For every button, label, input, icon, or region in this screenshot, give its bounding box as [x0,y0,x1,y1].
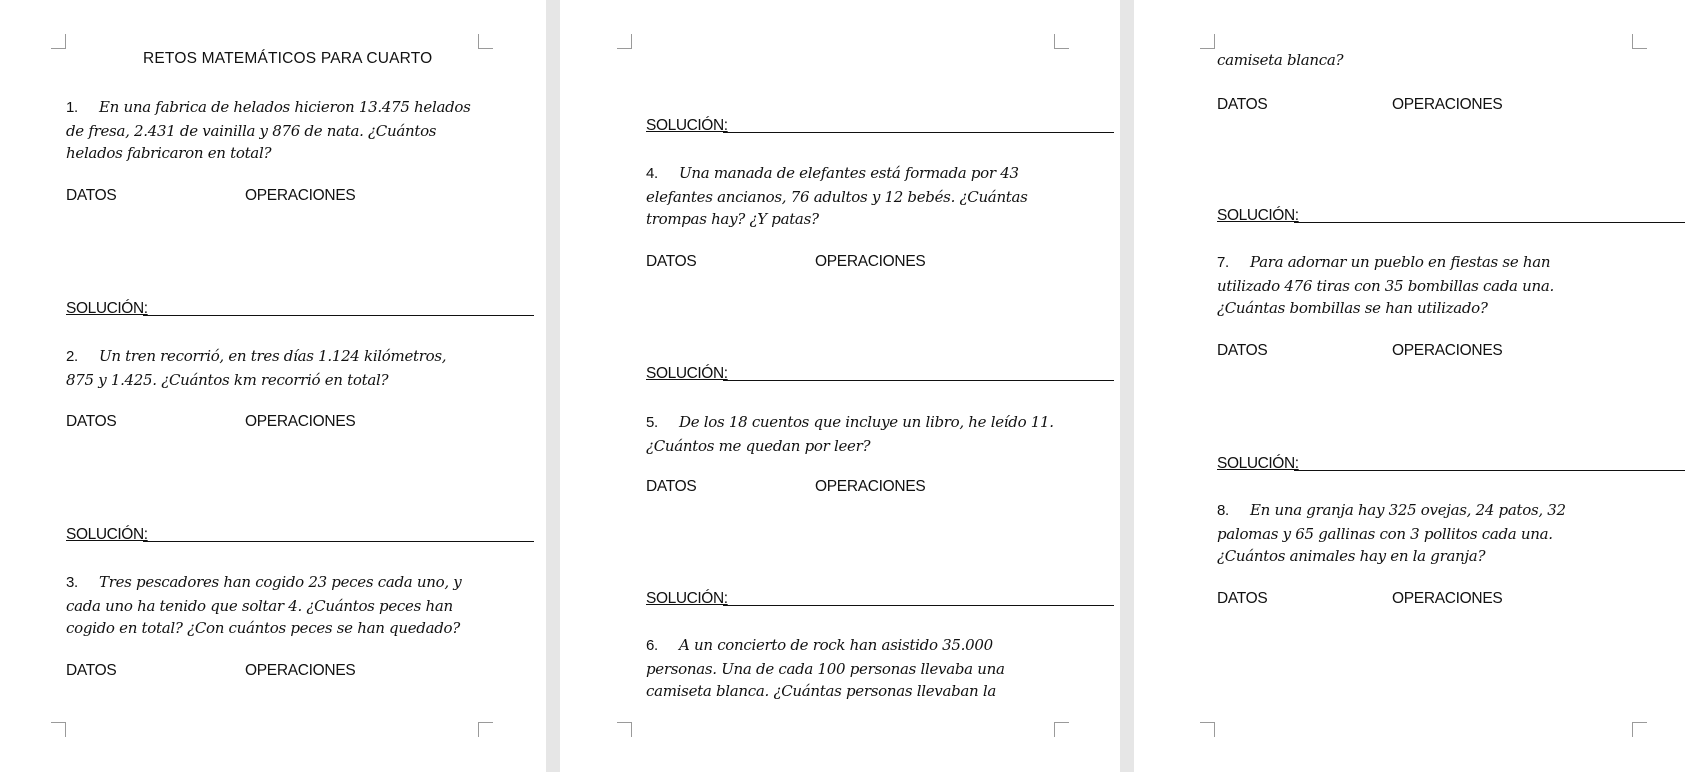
answer-blank[interactable] [723,380,1114,381]
problem-6 [646,634,1005,703]
operaciones-label: OPERACIONES [1392,590,1503,607]
problem-number: 6. [646,637,658,654]
solution-label: SOLUCIÓN: [66,526,148,543]
problem-6-line-4: camiseta blanca? [1217,51,1344,69]
problem-4-line-2: elefantes ancianos, 76 adultos y 12 bebés. ¿Cuántas [646,187,1028,206]
problem-8-line-2: palomas y 65 gallinas con 3 pollitos cada una. [1217,524,1553,543]
datos-label: DATOS [1217,342,1268,359]
problem-6-continuation [1217,49,1343,72]
operaciones-label: OPERACIONES [245,413,356,430]
page-2 [560,0,1120,772]
datos-label: DATOS [1217,96,1268,113]
datos-label: DATOS [66,662,117,679]
problem-7-line-1 [1217,251,1554,275]
problem-number: 3. [66,574,78,591]
solution-label: SOLUCIÓN: [646,117,728,134]
problem-2-line-1 [66,345,446,369]
page-3 [1134,0,1691,772]
datos-label: DATOS [66,187,117,204]
problem-1-line-3: helados fabricaron en total? [66,144,272,162]
problem-number: 8. [1217,502,1229,519]
datos-label: DATOS [66,413,117,430]
crop-mark-bottom-right [478,722,493,737]
problem-3-line-2: cada uno ha tenido que soltar 4. ¿Cuántos peces han [66,596,453,615]
problem-2-line-2: 875 y 1.425. ¿Cuántos km recorrió en total? [66,370,389,389]
operaciones-label: OPERACIONES [245,662,356,679]
crop-mark-bottom-right [1632,722,1647,737]
answer-blank[interactable] [143,315,534,316]
datos-label: DATOS [646,253,697,270]
page-title: RETOS MATEMÁTICOS PARA CUARTO [143,50,433,67]
datos-label: DATOS [1217,590,1268,607]
solution-line [66,526,148,546]
problem-6-line-1 [646,634,1005,658]
problem-5 [646,411,1054,457]
operaciones-label: OPERACIONES [815,253,926,270]
problem-6-line-3: camiseta blanca. ¿Cuántas personas llevaban la [646,682,997,700]
crop-mark-top-right [1632,34,1647,49]
problem-number: 5. [646,414,658,431]
solution-line [1217,455,1299,475]
problem-4-line-1 [646,162,1028,186]
problem-number: 4. [646,165,658,182]
problem-3 [66,571,461,640]
problem-1-line-1 [66,96,471,120]
problem-text: En una fabrica de helados hicieron 13.475 helados [99,98,471,116]
problem-1 [66,96,471,165]
solution-label: SOLUCIÓN: [1217,455,1299,472]
problem-text: A un concierto de rock han asistido 35.000 [679,636,993,654]
solution-line [1217,207,1299,227]
problem-3-line-1 [66,571,461,595]
problem-6-line-2: personas. Una de cada 100 personas llevaba una [646,659,1005,678]
problem-4-line-3: trompas hay? ¿Y patas? [646,210,819,228]
problem-5-line-2: ¿Cuántos me quedan por leer? [646,436,871,455]
crop-mark-bottom-right [1054,722,1069,737]
problem-text: De los 18 cuentos que incluye un libro, he leído 11. [679,413,1054,431]
crop-mark-top-right [478,34,493,49]
problem-text: En una granja hay 325 ovejas, 24 patos, 32 [1250,501,1566,519]
problem-text: Un tren recorrió, en tres días 1.124 kilómetros, [99,347,447,365]
problem-7-line-2: utilizado 476 tiras con 35 bombillas cada una. [1217,276,1554,295]
crop-mark-bottom-left [617,722,632,737]
problem-8-line-3: ¿Cuántos animales hay en la granja? [1217,547,1486,565]
answer-blank[interactable] [143,541,534,542]
operaciones-label: OPERACIONES [245,187,356,204]
solution-label: SOLUCIÓN: [646,590,728,607]
solution-label: SOLUCIÓN: [1217,207,1299,224]
solution-line [646,117,728,137]
solution-label: SOLUCIÓN: [646,365,728,382]
problem-text: Una manada de elefantes está formada por 43 [679,164,1019,182]
problem-4 [646,162,1028,231]
answer-blank[interactable] [723,132,1114,133]
problem-8-line-1 [1217,499,1566,523]
problem-8 [1217,499,1566,568]
answer-blank[interactable] [1294,470,1685,471]
crop-mark-top-left [1200,34,1215,49]
problem-2 [66,345,446,391]
crop-mark-bottom-left [51,722,66,737]
operaciones-label: OPERACIONES [1392,96,1503,113]
problem-5-line-1 [646,411,1054,435]
solution-label: SOLUCIÓN: [66,300,148,317]
problem-text: Tres pescadores han cogido 23 peces cada uno, y [99,573,462,591]
answer-blank[interactable] [1294,222,1685,223]
answer-blank[interactable] [723,605,1114,606]
problem-3-line-3: cogido en total? ¿Con cuántos peces se han quedado? [66,619,460,637]
solution-line [646,590,728,610]
crop-mark-top-left [51,34,66,49]
problem-7-line-3: ¿Cuántas bombillas se han utilizado? [1217,299,1488,317]
operaciones-label: OPERACIONES [815,478,926,495]
problem-number: 7. [1217,254,1229,271]
datos-label: DATOS [646,478,697,495]
crop-mark-bottom-left [1200,722,1215,737]
problem-1-line-2: de fresa, 2.431 de vainilla y 876 de nata. ¿Cuántos [66,121,437,140]
problem-text: Para adornar un pueblo en fiestas se han [1250,253,1551,271]
solution-line [66,300,148,320]
crop-mark-top-left [617,34,632,49]
page-1 [0,0,546,772]
problem-number: 2. [66,348,78,365]
solution-line [646,365,728,385]
operaciones-label: OPERACIONES [1392,342,1503,359]
problem-number: 1. [66,99,78,116]
crop-mark-top-right [1054,34,1069,49]
problem-7 [1217,251,1554,320]
